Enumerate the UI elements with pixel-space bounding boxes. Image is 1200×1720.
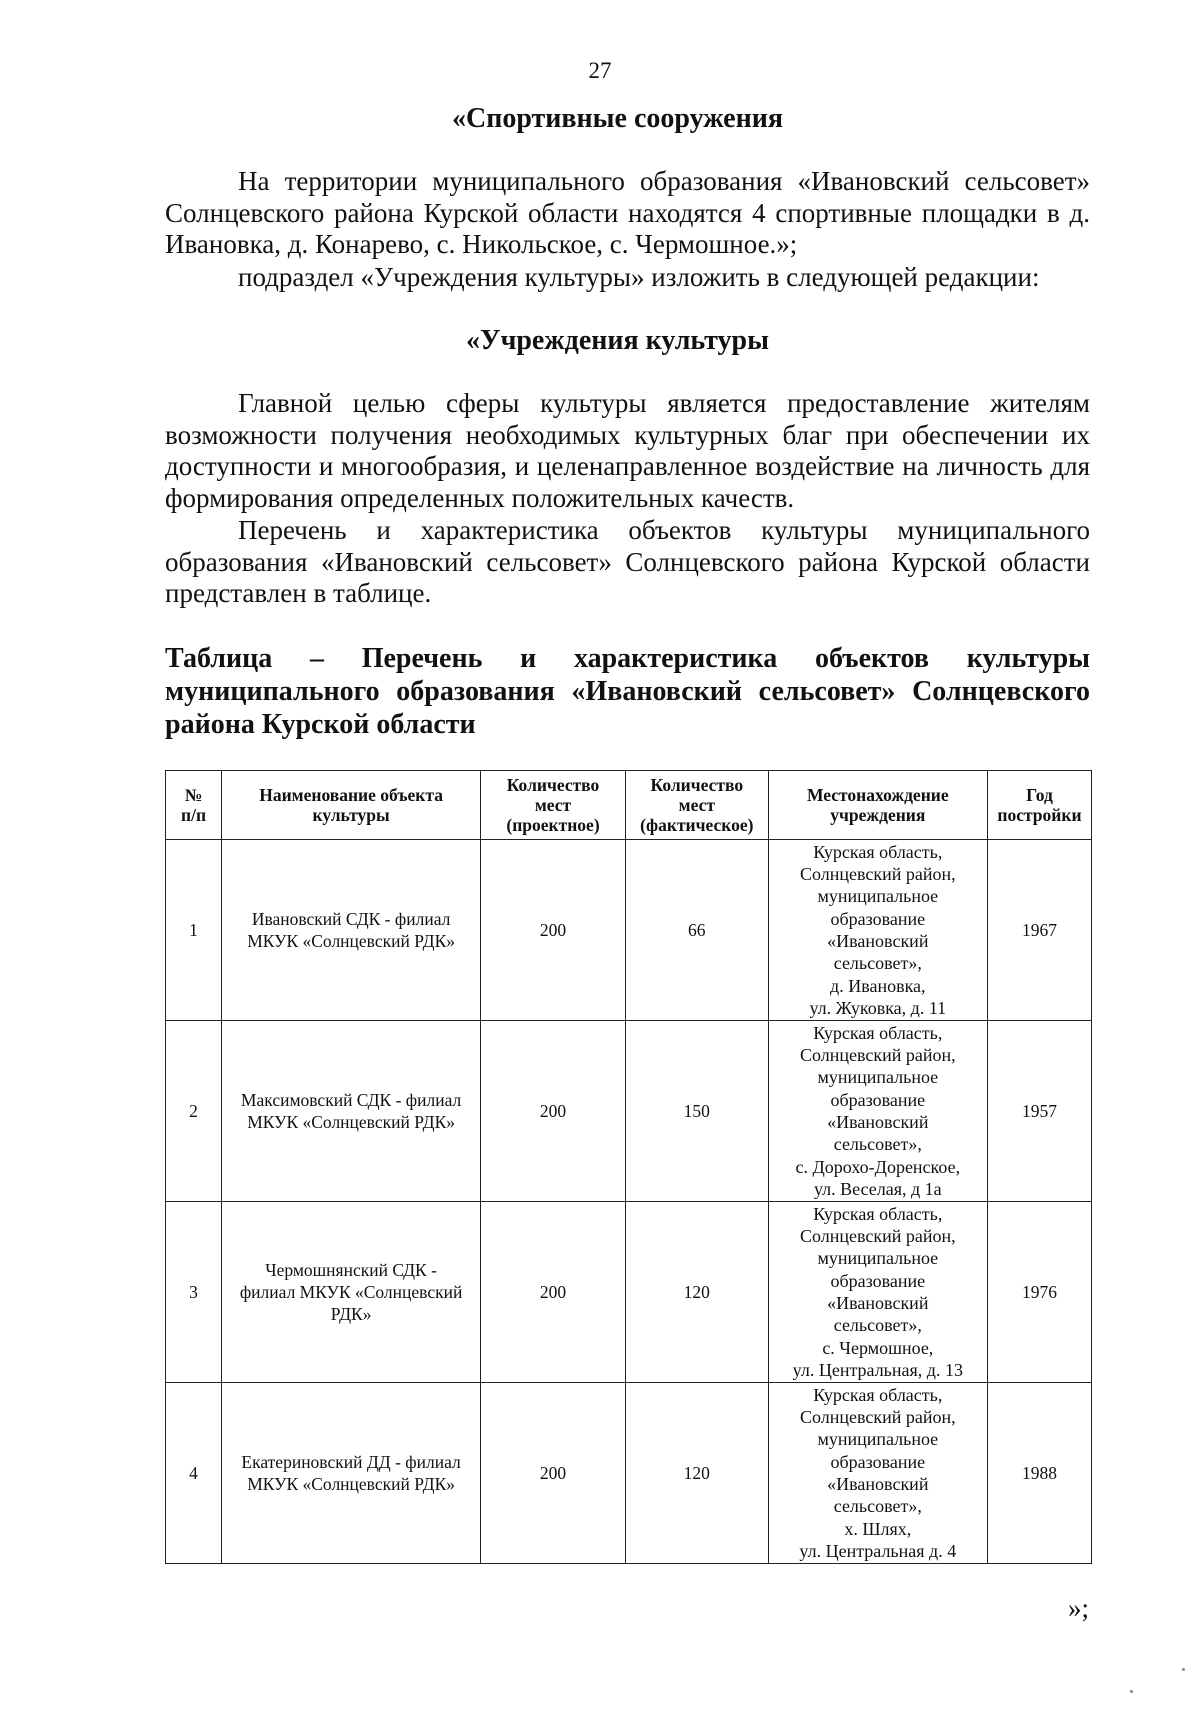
- header-object-name: Наименование объекта культуры: [222, 771, 481, 840]
- table-row: [166, 1202, 1092, 1383]
- object-name: Ивановский СДК - филиал МКУК «Солнцевский РДК»: [222, 840, 481, 1021]
- closing-quote-mark: »;: [1068, 1593, 1090, 1623]
- paragraph-culture-goal: Главной целью сферы культуры является предоставление жителям возможности получения необходимых культурных благ при обеспечении их доступности и многообразия, и целенаправленное воздействие на личность для формирования определенных положительных качеств.: [165, 388, 1090, 513]
- object-name: Максимовский СДК - филиал МКУК «Солнцевский РДК»: [222, 1021, 481, 1202]
- header-seats-design: Количество мест (проектное): [481, 771, 626, 840]
- seats-actual: 120: [625, 1202, 768, 1383]
- location: Курская область, Солнцевский район, муниципальное образование «Ивановский сельсовет», х. Шлях, ул. Центральная д. 4: [768, 1383, 987, 1564]
- header-seats-actual: Количество мест (фактическое): [625, 771, 768, 840]
- row-number: 2: [166, 1021, 222, 1202]
- row-number: 3: [166, 1202, 222, 1383]
- scan-speck: [1182, 1668, 1185, 1671]
- location: Курская область, Солнцевский район, муниципальное образование «Ивановский сельсовет», с. Дорохо-Доренское, ул. Веселая, д 1а: [768, 1021, 987, 1202]
- table-row: [166, 1021, 1092, 1202]
- scan-speck: [1130, 1690, 1133, 1693]
- seats-design: 200: [481, 1021, 626, 1202]
- header-number: № п/п: [166, 771, 222, 840]
- paragraph-culture-list-intro: Перечень и характеристика объектов культуры муниципального образования «Ивановский сельсовет» Солнцевского района Курской области представлен в таблице.: [165, 515, 1090, 609]
- paragraph-amendment-instruction: подраздел «Учреждения культуры» изложить в следующей редакции:: [238, 262, 1040, 292]
- seats-design: 200: [481, 1202, 626, 1383]
- section-heading-culture: «Учреждения культуры: [466, 325, 769, 356]
- location: Курская область, Солнцевский район, муниципальное образование «Ивановский сельсовет», с. Чермошное, ул. Центральная, д. 13: [768, 1202, 987, 1383]
- seats-actual: 66: [625, 840, 768, 1021]
- table-header-row: [166, 771, 1092, 840]
- table-row: [166, 1383, 1092, 1564]
- location: Курская область, Солнцевский район, муниципальное образование «Ивановский сельсовет», д. Ивановка, ул. Жуковка, д. 11: [768, 840, 987, 1021]
- seats-actual: 150: [625, 1021, 768, 1202]
- row-number: 1: [166, 840, 222, 1021]
- seats-design: 200: [481, 840, 626, 1021]
- table-row: [166, 840, 1092, 1021]
- culture-objects-table: [165, 770, 1092, 1564]
- table-caption: Таблица – Перечень и характеристика объектов культуры муниципального образования «Ивановский сельсовет» Солнцевского района Курской области: [165, 643, 1090, 740]
- section-heading-sports: «Спортивные сооружения: [451, 103, 784, 134]
- object-name: Чермошнянский СДК - филиал МКУК «Солнцевский РДК»: [222, 1202, 481, 1383]
- seats-design: 200: [481, 1383, 626, 1564]
- seats-actual: 120: [625, 1383, 768, 1564]
- year-built: 1957: [987, 1021, 1091, 1202]
- year-built: 1988: [987, 1383, 1091, 1564]
- year-built: 1967: [987, 840, 1091, 1021]
- page-number: 27: [588, 58, 612, 83]
- paragraph-sports-facilities: На территории муниципального образования «Ивановский сельсовет» Солнцевского района Курской области находятся 4 спортивные площадки в д. Ивановка, д. Конарево, с. Никольское, с. Чермошное.»;: [165, 166, 1090, 260]
- header-year-built: Год постройки: [987, 771, 1091, 840]
- year-built: 1976: [987, 1202, 1091, 1383]
- row-number: 4: [166, 1383, 222, 1564]
- object-name: Екатериновский ДД - филиал МКУК «Солнцевский РДК»: [222, 1383, 481, 1564]
- header-location: Местонахождение учреждения: [768, 771, 987, 840]
